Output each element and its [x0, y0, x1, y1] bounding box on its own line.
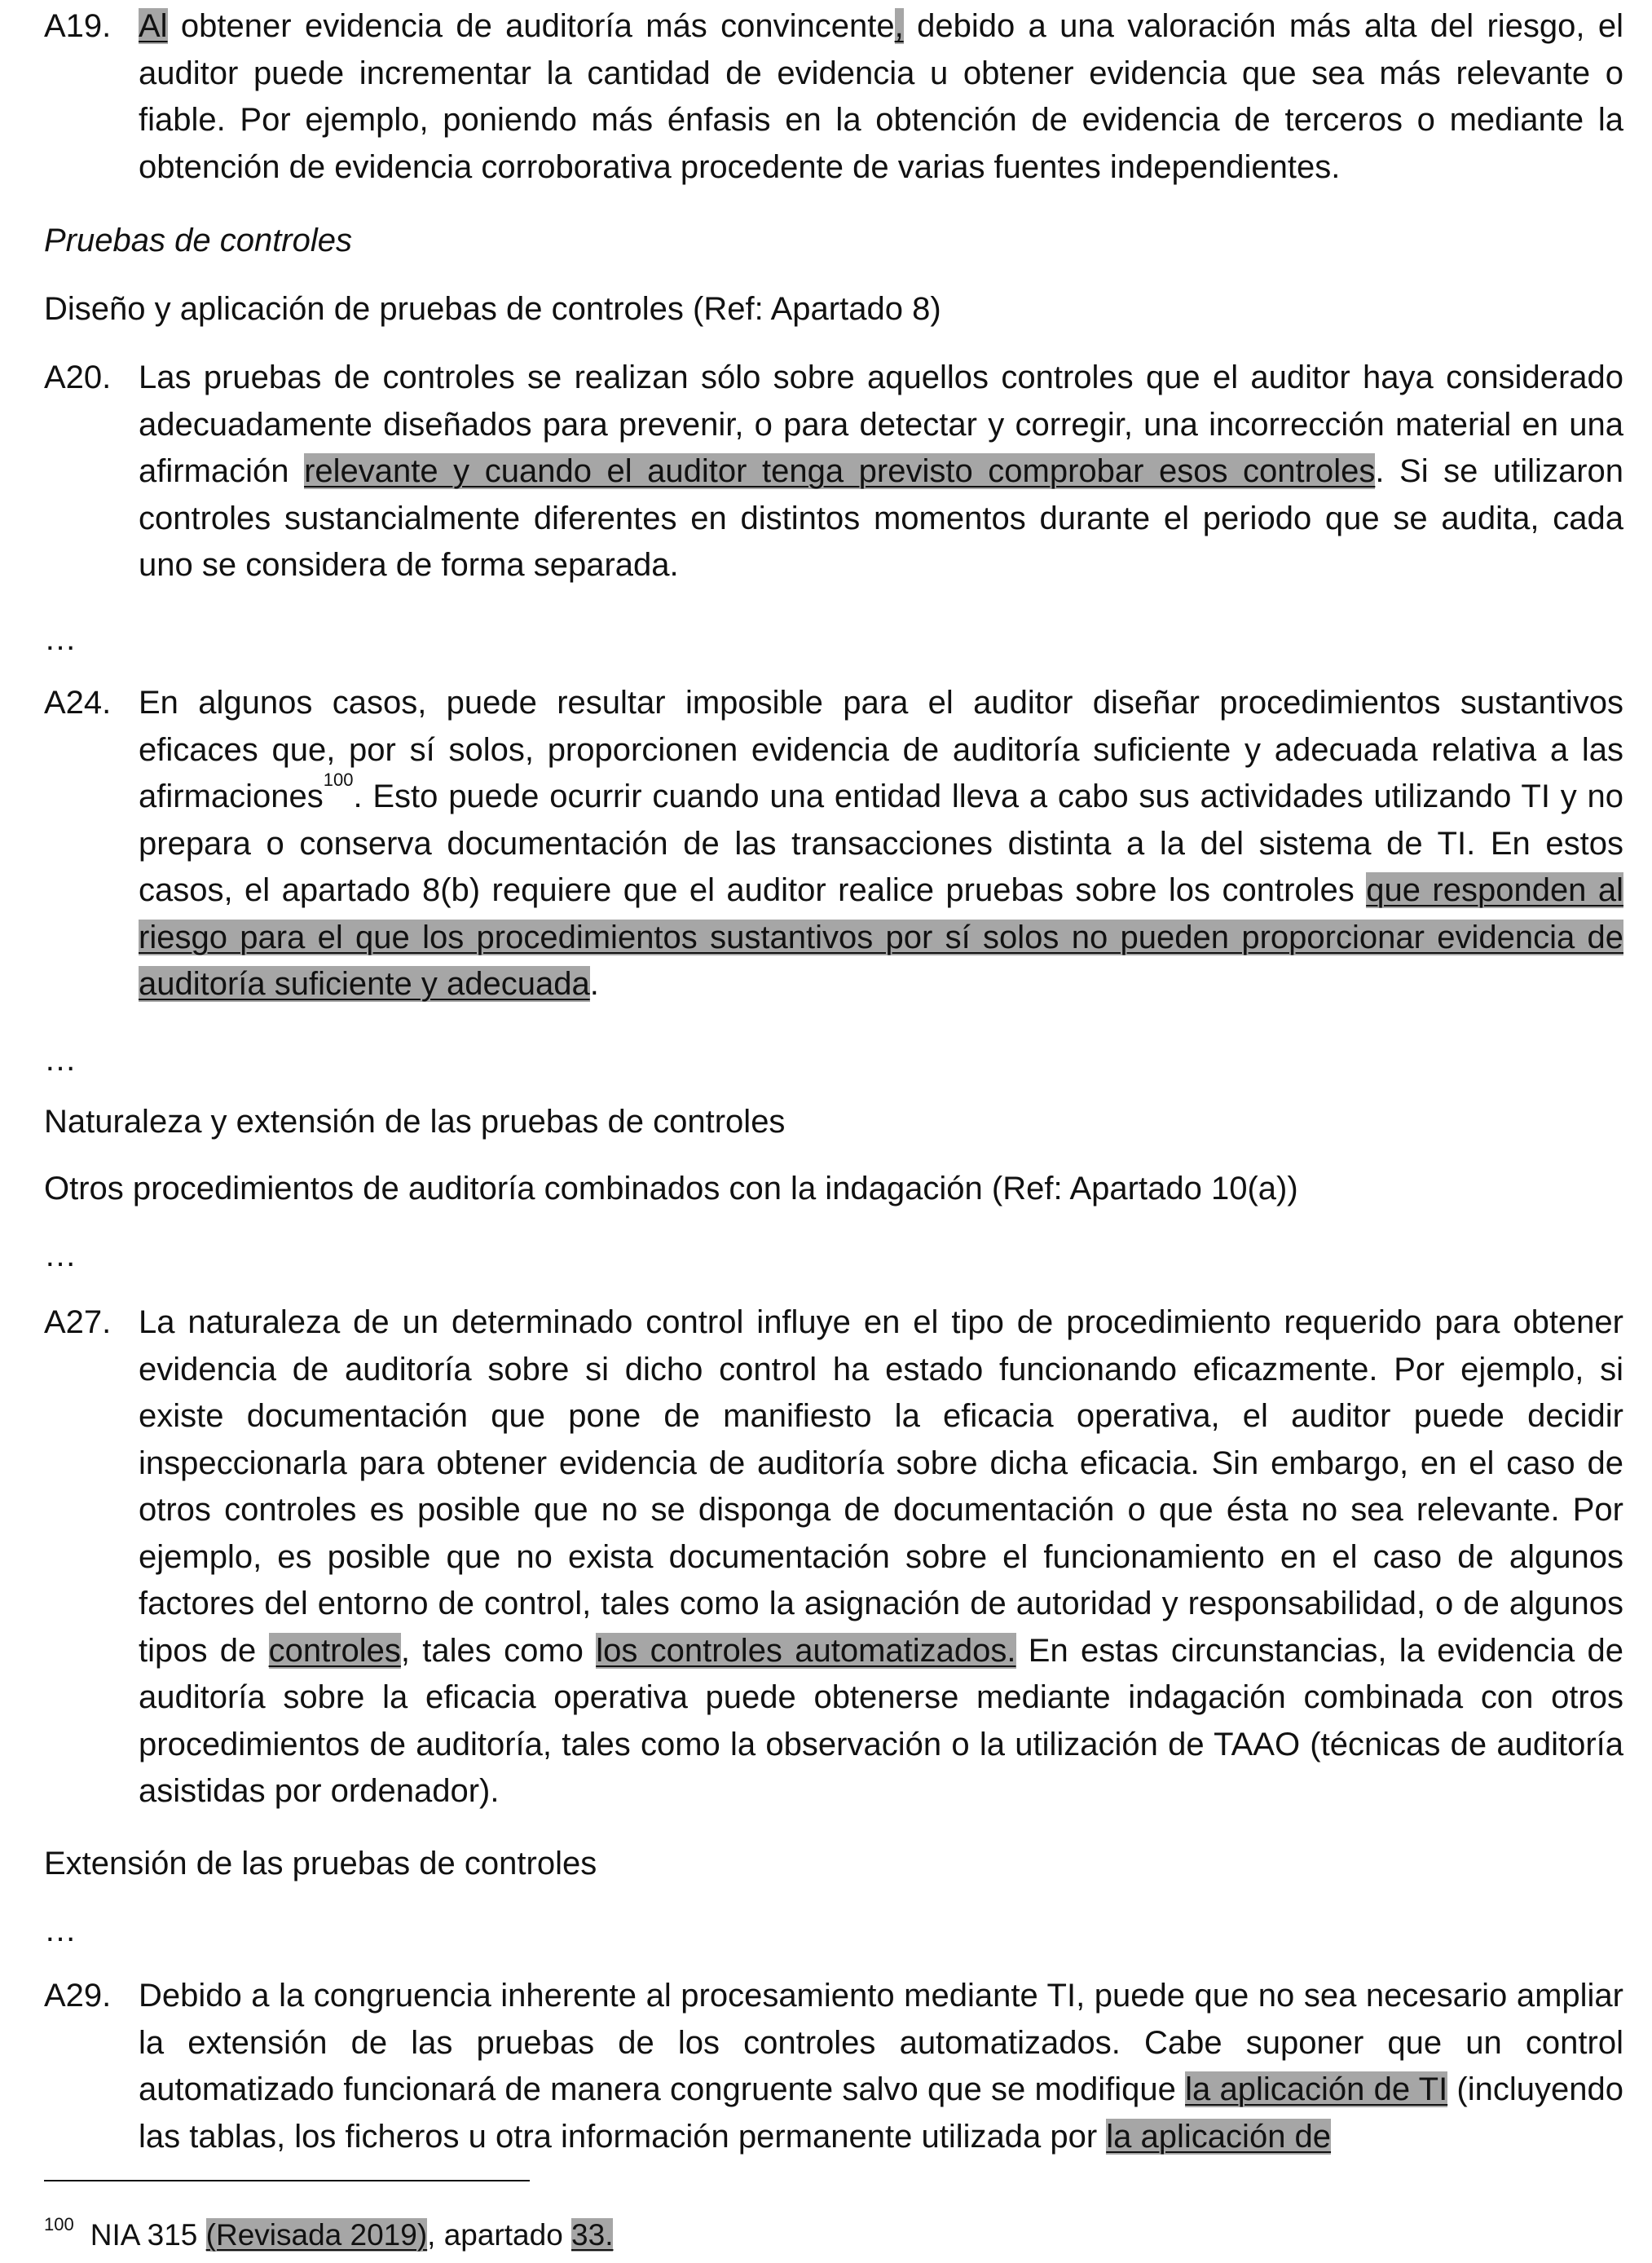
ellipsis: …	[44, 1042, 77, 1078]
paragraph-a20	[44, 355, 1623, 589]
subheading-extension: Extensión de las pruebas de controles	[44, 1846, 597, 1881]
paragraph-a27	[44, 1299, 1623, 1815]
highlighted-text: que responden al riesgo para el que los procedimientos sustantivos por sí solos no pueden proporcionar evidencia de auditoría suficiente y adecuada	[139, 872, 1623, 1002]
paragraph-text: Debido a la congruencia inherente al procesamiento mediante TI, puede que no sea necesario ampliar la extensión de las pruebas de los controles automatizados. Cabe suponer que un control automatizado funcionará de manera congruente salvo que se modifique la aplicación de TI (incluyendo las tablas, los ficheros u otra información permanente utilizada por la aplicación de	[139, 1978, 1623, 2155]
footnote-separator	[44, 2180, 530, 2181]
subheading-naturaleza: Naturaleza y extensión de las pruebas de controles	[44, 1104, 786, 1140]
paragraph-number: A29.	[44, 1978, 112, 2014]
footnote-reference[interactable]: 100	[323, 770, 354, 790]
highlighted-text: (Revisada 2019)	[205, 2218, 428, 2252]
paragraph-a24	[44, 680, 1623, 1008]
subheading-diseno: Diseño y aplicación de pruebas de controles (Ref: Apartado 8)	[44, 291, 941, 327]
highlighted-text: controles	[268, 1632, 401, 1669]
highlighted-text: 33.	[571, 2218, 614, 2252]
highlighted-text: los controles automatizados.	[596, 1632, 1016, 1669]
footnote: $^{100}$ NIA 315 (Revisada 2019), apartado 33.	[44, 2214, 614, 2252]
highlighted-text: Al	[139, 8, 168, 44]
highlighted-text: la aplicación de TI	[1185, 2071, 1448, 2107]
section-heading-pruebas: Pruebas de controles	[44, 223, 353, 258]
highlighted-text: la aplicación de	[1106, 2118, 1332, 2155]
paragraph-a19	[44, 3, 1623, 191]
subheading-otros: Otros procedimientos de auditoría combinados con la indagación (Ref: Apartado 10(a))	[44, 1171, 1298, 1206]
paragraph-number: A24.	[44, 685, 112, 721]
paragraph-text: La naturaleza de un determinado control influye en el tipo de procedimiento requerido para obtener evidencia de auditoría sobre si dicho control ha estado funcionando eficazmente. Por ejemplo, si existe documentación que pone de manifiesto la eficacia operativa, el auditor puede decidir inspeccionarla para obtener evidencia de auditoría sobre dicha eficacia. Sin embargo, en el caso de otros controles es posible que no se disponga de documentación o que ésta no sea relevante. Por ejemplo, es posible que no exista documentación sobre el funcionamiento en el caso de algunos factores del entorno de control, tales como la asignación de autoridad y responsabilidad, o de algunos tipos de controles, tales como los controles automatizados. En estas circunstancias, la evidencia de auditoría sobre la eficacia operativa puede obtenerse mediante indagación combinada con otros procedimientos de auditoría, tales como la observación o la utilización de TAAO (técnicas de auditoría asistidas por ordenador).	[139, 1304, 1624, 1809]
paragraph-number: A20.	[44, 360, 112, 395]
paragraph-a29	[44, 1973, 1623, 2160]
paragraph-number: A27.	[44, 1304, 112, 1340]
paragraph-text: Las pruebas de controles se realizan sólo sobre aquellos controles que el auditor haya considerado adecuadamente diseñados para prevenir, o para detectar y corregir, una incorrección material en una afirmación relevante y cuando el auditor tenga previsto comprobar esos controles. Si se utilizaron controles sustancialmente diferentes en distintos momentos durante el periodo que se audita, cada uno se considera de forma separada.	[139, 360, 1624, 583]
paragraph-text: En algunos casos, puede resultar imposible para el auditor diseñar procedimientos sustantivos eficaces que, por sí solos, proporcionen evidencia de auditoría suficiente y adecuada relativa a las afirmaciones$^{100}$. Esto puede ocurrir cuando una entidad lleva a cabo sus actividades utilizando TI y no prepara o conserva documentación de las transacciones distinta a la del sistema de TI. En estos casos, el apartado 8(b) requiere que el auditor realice pruebas sobre los controles que responden al riesgo para el que los procedimientos sustantivos por sí solos no pueden proporcionar evidencia de auditoría suficiente y adecuada.	[139, 685, 1623, 1002]
paragraph-number: A19.	[44, 8, 112, 44]
footnote-number: 100	[44, 2214, 74, 2234]
paragraph-text: Al obtener evidencia de auditoría más convincente, debido a una valoración más alta del riesgo, el auditor puede incrementar la cantidad de evidencia u obtener evidencia que sea más relevante o fiable. Por ejemplo, poniendo más énfasis en la obtención de evidencia de terceros o mediante la obtención de evidencia corroborativa procedente de varias fuentes independientes.	[139, 8, 1623, 185]
highlighted-text: ,	[894, 8, 904, 44]
ellipsis: …	[44, 1912, 77, 1948]
highlighted-text: relevante y cuando el auditor tenga previsto comprobar esos controles	[304, 453, 1376, 489]
ellipsis: …	[44, 1237, 77, 1273]
ellipsis: …	[44, 621, 77, 657]
